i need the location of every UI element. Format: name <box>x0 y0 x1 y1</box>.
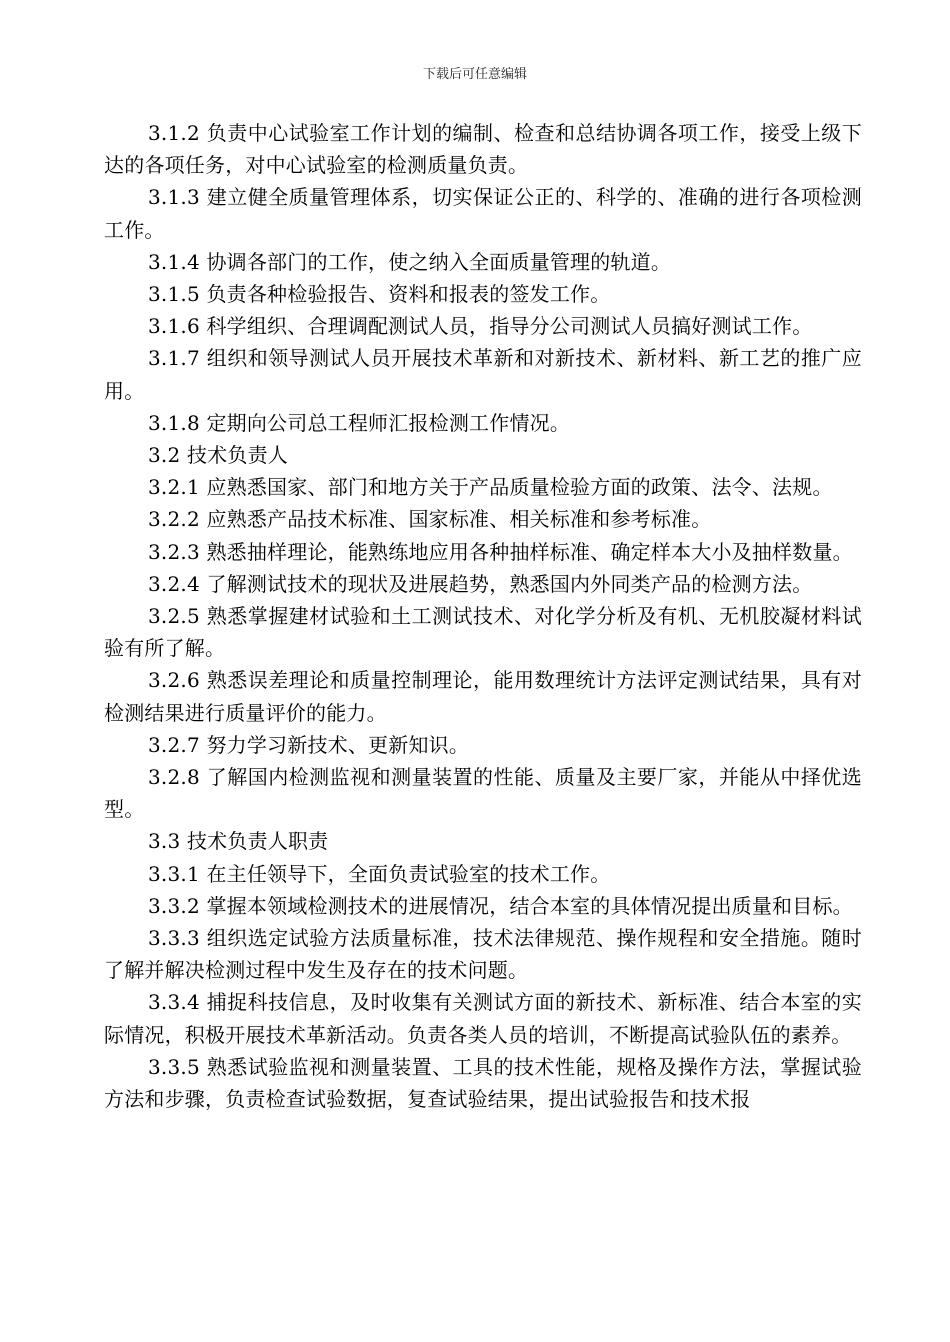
paragraph-3-3-1: 3.3.1 在主任领导下，全面负责试验室的技术工作。 <box>148 861 611 886</box>
paragraph-3-3-5: 3.3.5 熟悉试验监视和测量装置、工具的技术性能，规格及操作方法，掌握试验方法和步骤，负责检查试验数据，复查试验结果，提出试验报告和技术报 <box>104 1054 862 1112</box>
paragraph-3-1-8: 3.1.8 定期向公司总工程师汇报检测工作情况。 <box>148 410 571 435</box>
paragraph-3-2-1: 3.2.1 应熟悉国家、部门和地方关于产品质量检验方面的政策、法令、法规。 <box>148 475 833 500</box>
paragraph-3-1-2: 3.1.2 负责中心试验室工作计划的编制、检查和总结协调各项工作，接受上级下达的各项任务，对中心试验室的检测质量负责。 <box>104 121 862 178</box>
paragraph-3-1-5: 3.1.5 负责各种检验报告、资料和报表的签发工作。 <box>148 282 611 307</box>
paragraph-3-3-4: 3.3.4 捕捉科技信息，及时收集有关测试方面的新技术、新标准、结合本室的实际情况，积极开展技术革新活动。负责各类人员的培训，不断提高试验队伍的素养。 <box>104 990 862 1047</box>
paragraph-3-1-6: 3.1.6 科学组织、合理调配测试人员，指导分公司测试人员搞好测试工作。 <box>148 314 813 339</box>
paragraph-3-1-4: 3.1.4 协调各部门的工作，使之纳入全面质量管理的轨道。 <box>148 249 672 274</box>
paragraph-3-2-3: 3.2.3 熟悉抽样理论，能熟练地应用各种抽样标准、确定样本大小及抽样数量。 <box>148 539 853 564</box>
paragraph-3-2-7: 3.2.7 努力学习新技术、更新知识。 <box>148 732 470 757</box>
document-body <box>104 117 862 1115</box>
paragraph-3-3-3: 3.3.3 组织选定试验方法质量标准，技术法律规范、操作规程和安全措施。随时了解并解决检测过程中发生及存在的技术问题。 <box>104 926 862 983</box>
section-heading-3-3: 3.3 技术负责人职责 <box>148 829 329 854</box>
paragraph-3-2-4: 3.2.4 了解测试技术的现状及进展趋势，熟悉国内外同类产品的检测方法。 <box>148 571 813 596</box>
paragraph-3-2-6: 3.2.6 熟悉误差理论和质量控制理论，能用数理统计方法评定测试结果，具有对检测结果进行质量评价的能力。 <box>104 668 862 725</box>
paragraph-3-2-2: 3.2.2 应熟悉产品技术标准、国家标准、相关标准和参考标准。 <box>148 507 712 532</box>
page-header: 下载后可任意编辑 <box>422 67 527 82</box>
paragraph-3-3-2: 3.3.2 掌握本领域检测技术的进展情况，结合本室的具体情况提出质量和目标。 <box>148 893 853 918</box>
paragraph-3-2-5: 3.2.5 熟悉掌握建材试验和土工测试技术、对化学分析及有机、无机胶凝材料试验有所了解。 <box>104 604 862 661</box>
paragraph-3-1-3: 3.1.3 建立健全质量管理体系，切实保证公正的、科学的、准确的进行各项检测工作。 <box>104 185 862 242</box>
paragraph-3-2-8: 3.2.8 了解国内检测监视和测量装置的性能、质量及主要厂家，并能从中择优选型。 <box>104 765 862 822</box>
section-heading-3-2: 3.2 技术负责人 <box>148 443 288 468</box>
paragraph-3-1-7: 3.1.7 组织和领导测试人员开展技术革新和对新技术、新材料、新工艺的推广应用。 <box>104 346 862 403</box>
